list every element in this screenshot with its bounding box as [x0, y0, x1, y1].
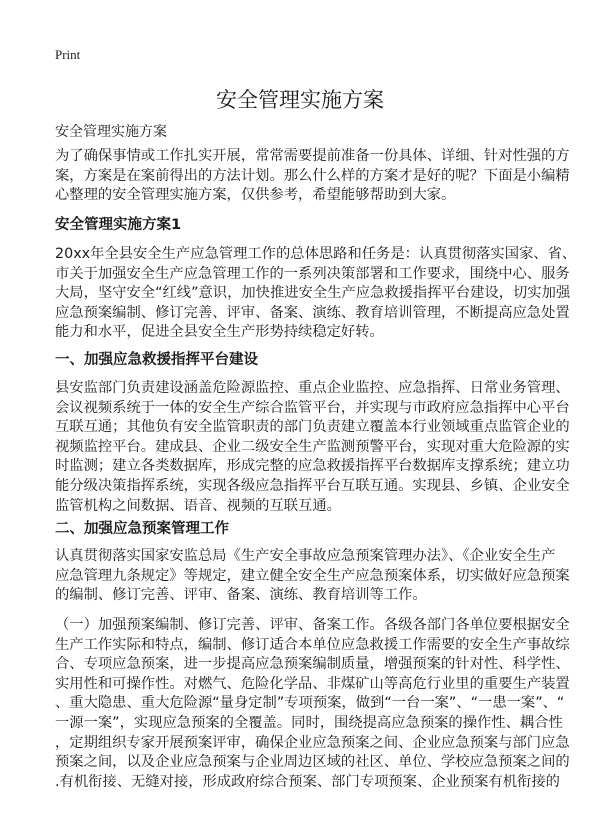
text-line: 认真贯彻落实国家安监总局《生产安全事故应急预案管理办法》、《企业安全生产: [55, 548, 556, 564]
text-line: 20xx年全县安全生产应急管理工作的总体思路和任务是：认真贯彻落实国家、省、: [55, 246, 577, 262]
text-line: 能力和水平，促进全县安全生产形势持续稳定好转。: [55, 324, 384, 341]
text-line: 为了确保事情或工作扎实开展，常常需要提前准备一份具体、详细、针对性强的方: [55, 148, 570, 164]
section-heading: 一、加强应急救援指挥平台建设: [55, 352, 258, 368]
text-line: 监管机构之间数据、语音、视频的互联互通。: [55, 497, 341, 514]
text-line: 一源一案”，实现应急预案的全覆盖。同时，围绕提高应急预案的操作性、耦合性: [55, 714, 563, 731]
text-line: .有机衔接、无缝对接，形成政府综合预案、部门专项预案、企业预案有机衔接的: [55, 773, 560, 790]
text-line: 生产工作实际和特点，编制、修订适合本单位应急救援工作需要的安全生产事故综: [55, 636, 570, 653]
text-line: 应急管理九条规定》等规定，建立健全安全生产应急预案体系，切实做好应急预案: [55, 567, 570, 584]
text-line: 案，方案是在案前得出的方法计划。那么什么样的方案才是好的呢？下面是小编精: [55, 167, 570, 184]
text-line: 互联互通；其他负有安全监管职责的部门负责建立覆盖本行业领域重点监管企业的: [55, 419, 570, 436]
text-line: 市关于加强安全生产应急管理工作的一系列决策部署和工作要求，围绕中心、服务: [55, 265, 570, 282]
text-line: 应急预案编制、修订完善、评审、备案、演练、教育培训管理，不断提高应急处置: [55, 304, 570, 321]
text-line: 视频监控平台。建成县、企业二级安全生产监测预警平台，实现对重大危险源的实: [55, 438, 570, 455]
text-line: 大局，坚守安全“红线”意识，加快推进安全生产应急救援指挥平台建设，切实加强: [55, 285, 571, 302]
body-paragraph: [55, 616, 570, 792]
text-line: 合、专项应急预案，进一步提高应急预案编制质量，增强预案的针对性、科学性、: [55, 656, 570, 673]
page-title: 安全管理实施方案: [216, 88, 384, 112]
body-paragraph: [55, 379, 570, 516]
text-line: 的编制、修订完善、评审、备案、演练、教育培训等工作。: [55, 587, 427, 604]
text-line: 预案之间，以及企业应急预案与企业周边区域的社区、单位、学校应急预案之间的: [55, 754, 570, 771]
text-line: 县安监部门负责建设涵盖危险源监控、重点企业监控、应急指挥、日常业务管理、: [55, 380, 570, 396]
text-line: 会议视频系统于一体的安全生产综合监管平台，并实现与市政府应急指挥中心平台: [55, 399, 570, 416]
print-link[interactable]: Print: [55, 47, 81, 62]
section-heading: 安全管理实施方案1: [55, 217, 182, 233]
section-heading: 二、加强应急预案管理工作: [55, 521, 229, 537]
body-paragraph: [55, 245, 577, 343]
text-line: 、重大隐患、重大危险源“量身定制”专项预案，做到“一台一案”、“一患一案”、“: [55, 695, 565, 712]
text-line: 实用性和可操作性。对燃气、危险化学品、非煤矿山等高危行业里的重要生产装置: [55, 675, 570, 692]
document-subtitle: 安全管理实施方案: [55, 124, 167, 140]
text-line: （一）加强预案编制、修订完善、评审、备案工作。各级各部门各单位要根据安全: [55, 617, 570, 633]
text-line: 心整理的安全管理实施方案，仅供参考，希望能够帮助到大家。: [55, 187, 456, 204]
text-line: ，定期组织专家开展预案评审，确保企业应急预案之间、企业应急预案与部门应急: [55, 734, 570, 751]
text-line: 能分级决策指挥系统，实现各级应急指挥平台互联互通。实现县、乡镇、企业安全: [55, 477, 570, 494]
body-paragraph: [55, 547, 570, 606]
text-line: 时监测；建立各类数据库，形成完整的应急救援指挥平台数据库支撑系统；建立功: [55, 458, 570, 475]
intro-paragraph: [55, 147, 570, 206]
